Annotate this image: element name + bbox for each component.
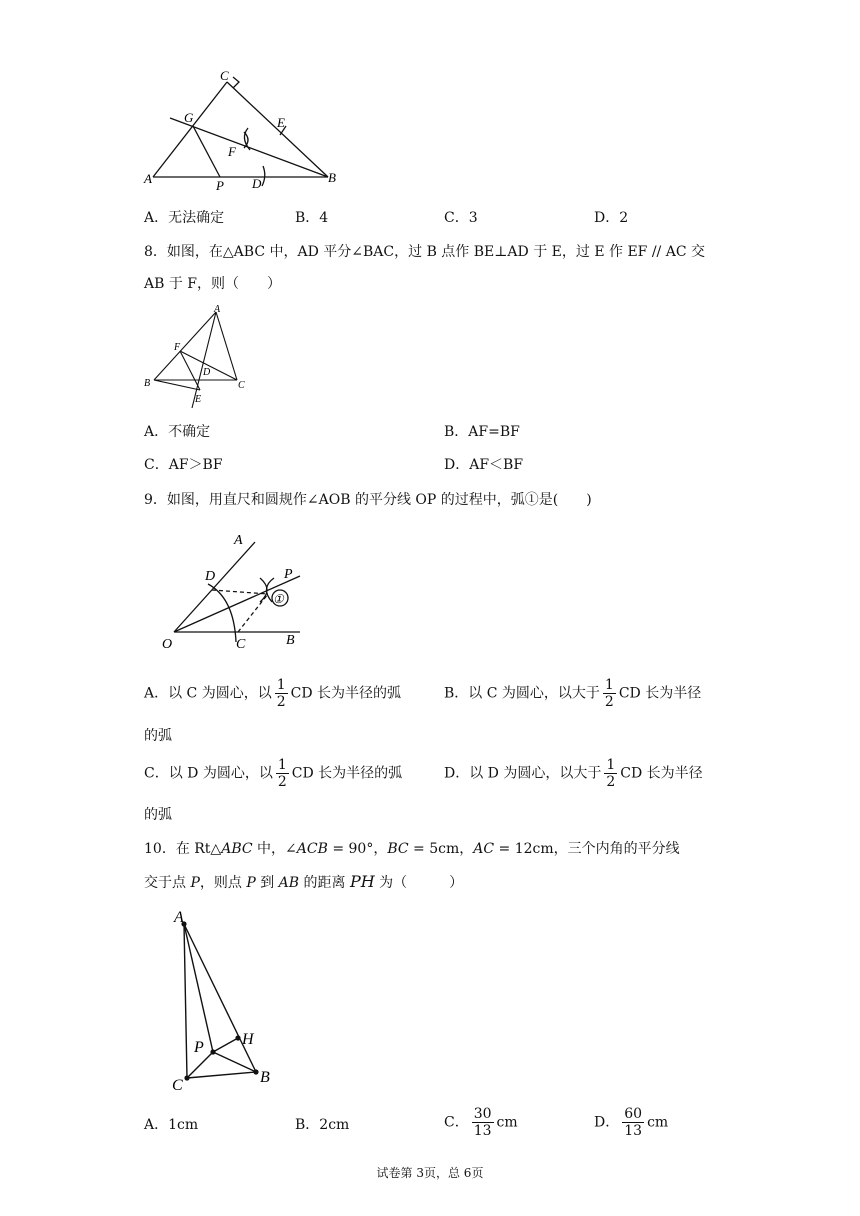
label-A: A bbox=[214, 304, 221, 315]
label-O: O bbox=[162, 637, 173, 652]
label-C: C bbox=[172, 1077, 183, 1092]
q10-option-c-label: C． bbox=[444, 1114, 469, 1131]
frac-num: 30 bbox=[473, 1106, 492, 1122]
fraction-60-13 bbox=[622, 1106, 644, 1139]
q9-option-b[interactable] bbox=[444, 677, 701, 710]
q9-option-d[interactable] bbox=[444, 757, 703, 790]
frac-num: 1 bbox=[276, 677, 286, 693]
q10-math: AB bbox=[278, 875, 300, 891]
q10-text: = 12cm，三个内角的平分线 bbox=[494, 841, 680, 857]
fraction-one-half bbox=[276, 757, 289, 790]
q9-option-b-wrap: 的弧 bbox=[144, 728, 172, 744]
label-P: P bbox=[194, 1039, 204, 1056]
q9-option-c-pre: C．以 D 为圆心，以 bbox=[144, 765, 273, 782]
frac-num: 1 bbox=[277, 757, 287, 773]
frac-den: 2 bbox=[606, 774, 616, 790]
q8-stem-line2: AB 于 F，则（ ） bbox=[144, 276, 282, 292]
q8-option-c[interactable]: C．AF＞BF bbox=[144, 457, 223, 473]
q8-option-a[interactable]: A．不确定 bbox=[144, 424, 211, 440]
q10-text: 交于点 bbox=[144, 875, 191, 891]
q10-math: ABC bbox=[221, 841, 253, 857]
label-D: D bbox=[203, 367, 211, 378]
label-G: G bbox=[184, 110, 194, 125]
label-A: A bbox=[234, 533, 243, 548]
q10-math: AC bbox=[473, 841, 495, 857]
label-F: F bbox=[228, 144, 236, 159]
label-C: C bbox=[236, 637, 246, 652]
q10-text: 的距离 bbox=[299, 875, 350, 891]
label-E: E bbox=[195, 394, 202, 405]
q10-math: BC bbox=[387, 841, 409, 857]
frac-num: 1 bbox=[604, 677, 614, 693]
label-C: C bbox=[238, 380, 245, 391]
q10-text: = 90°， bbox=[327, 841, 388, 857]
q9-option-b-post: CD 长为半径 bbox=[618, 685, 702, 702]
q9-option-c[interactable] bbox=[144, 757, 402, 790]
frac-den: 13 bbox=[624, 1123, 643, 1139]
q10-option-c-unit: cm bbox=[496, 1114, 518, 1131]
frac-den: 2 bbox=[277, 774, 287, 790]
q10-option-d-label: D． bbox=[594, 1114, 620, 1131]
label-P: P bbox=[284, 567, 293, 582]
label-B: B bbox=[260, 1069, 270, 1086]
q9-option-d-pre: D．以 D 为圆心，以大于 bbox=[444, 765, 602, 782]
frac-den: 2 bbox=[276, 694, 286, 710]
q8-option-d[interactable]: D．AF＜BF bbox=[444, 457, 524, 473]
figure-q8 bbox=[140, 302, 255, 410]
q10-math: P bbox=[190, 875, 200, 891]
q9-option-a-post: CD 长为半径的弧 bbox=[290, 685, 402, 702]
q9-option-a[interactable] bbox=[144, 677, 401, 710]
q10-option-b[interactable]: B．2cm bbox=[295, 1117, 350, 1133]
label-circle-1: ① bbox=[273, 592, 284, 606]
q9-option-c-post: CD 长为半径的弧 bbox=[291, 765, 403, 782]
q10-math: PH bbox=[349, 872, 375, 891]
q10-option-d-unit: cm bbox=[647, 1114, 669, 1131]
label-B: B bbox=[144, 378, 151, 389]
fraction-30-13 bbox=[472, 1106, 494, 1139]
label-B: B bbox=[328, 170, 336, 185]
q9-option-d-post: CD 长为半径 bbox=[620, 765, 703, 782]
label-H: H bbox=[242, 1031, 254, 1048]
q9-option-d-wrap: 的弧 bbox=[144, 807, 172, 823]
q10-text: 到 bbox=[255, 875, 279, 891]
q10-text: 中，∠ bbox=[252, 841, 297, 857]
label-A: A bbox=[144, 171, 152, 186]
fraction-one-half bbox=[603, 677, 616, 710]
q10-stem-line2 bbox=[144, 872, 463, 893]
q7-option-b[interactable]: B．4 bbox=[295, 210, 329, 226]
label-B: B bbox=[286, 633, 295, 648]
frac-num: 60 bbox=[624, 1106, 643, 1122]
q10-text: 为（ ） bbox=[374, 875, 464, 891]
q10-option-c[interactable] bbox=[444, 1106, 518, 1139]
q10-option-a[interactable]: A．1cm bbox=[144, 1117, 199, 1133]
label-P: P bbox=[216, 178, 224, 193]
q10-text: ，则点 bbox=[199, 875, 247, 891]
q9-option-b-pre: B．以 C 为圆心，以大于 bbox=[444, 685, 600, 702]
q8-stem-line1: 8．如图，在△ABC 中，AD 平分∠BAC，过 B 点作 BE⊥AD 于 E，过 E 作 EF // AC 交 bbox=[144, 244, 705, 260]
frac-num: 1 bbox=[606, 757, 616, 773]
q7-option-a[interactable]: A．无法确定 bbox=[144, 210, 225, 226]
q10-option-d[interactable] bbox=[594, 1106, 668, 1139]
label-E: E bbox=[277, 115, 285, 130]
label-A: A bbox=[174, 909, 184, 926]
fraction-one-half bbox=[275, 677, 288, 710]
q10-math: P bbox=[246, 875, 256, 891]
label-D: D bbox=[205, 569, 216, 584]
figure-q7 bbox=[140, 66, 350, 196]
figure-q9 bbox=[150, 528, 310, 654]
q10-text: 10．在 Rt△ bbox=[144, 841, 222, 857]
q7-option-c[interactable]: C．3 bbox=[444, 210, 478, 226]
q7-option-d[interactable]: D．2 bbox=[594, 210, 629, 226]
frac-den: 13 bbox=[473, 1123, 492, 1139]
page-footer: 试卷第 3页，总 6页 bbox=[376, 1166, 484, 1180]
frac-den: 2 bbox=[604, 694, 614, 710]
label-F: F bbox=[174, 342, 181, 353]
figure-q10 bbox=[160, 906, 290, 1092]
q10-stem-line1 bbox=[144, 839, 680, 859]
q9-stem: 9．如图，用直尺和圆规作∠AOB 的平分线 OP 的过程中，弧①是( ) bbox=[144, 492, 592, 508]
q10-math: ACB bbox=[296, 841, 328, 857]
label-C: C bbox=[220, 68, 229, 83]
label-D: D bbox=[252, 176, 262, 191]
q9-option-a-pre: A．以 C 为圆心，以 bbox=[144, 685, 272, 702]
fraction-one-half bbox=[604, 757, 617, 790]
q8-option-b[interactable]: B．AF=BF bbox=[444, 424, 520, 440]
q10-text: = 5cm， bbox=[408, 841, 474, 857]
